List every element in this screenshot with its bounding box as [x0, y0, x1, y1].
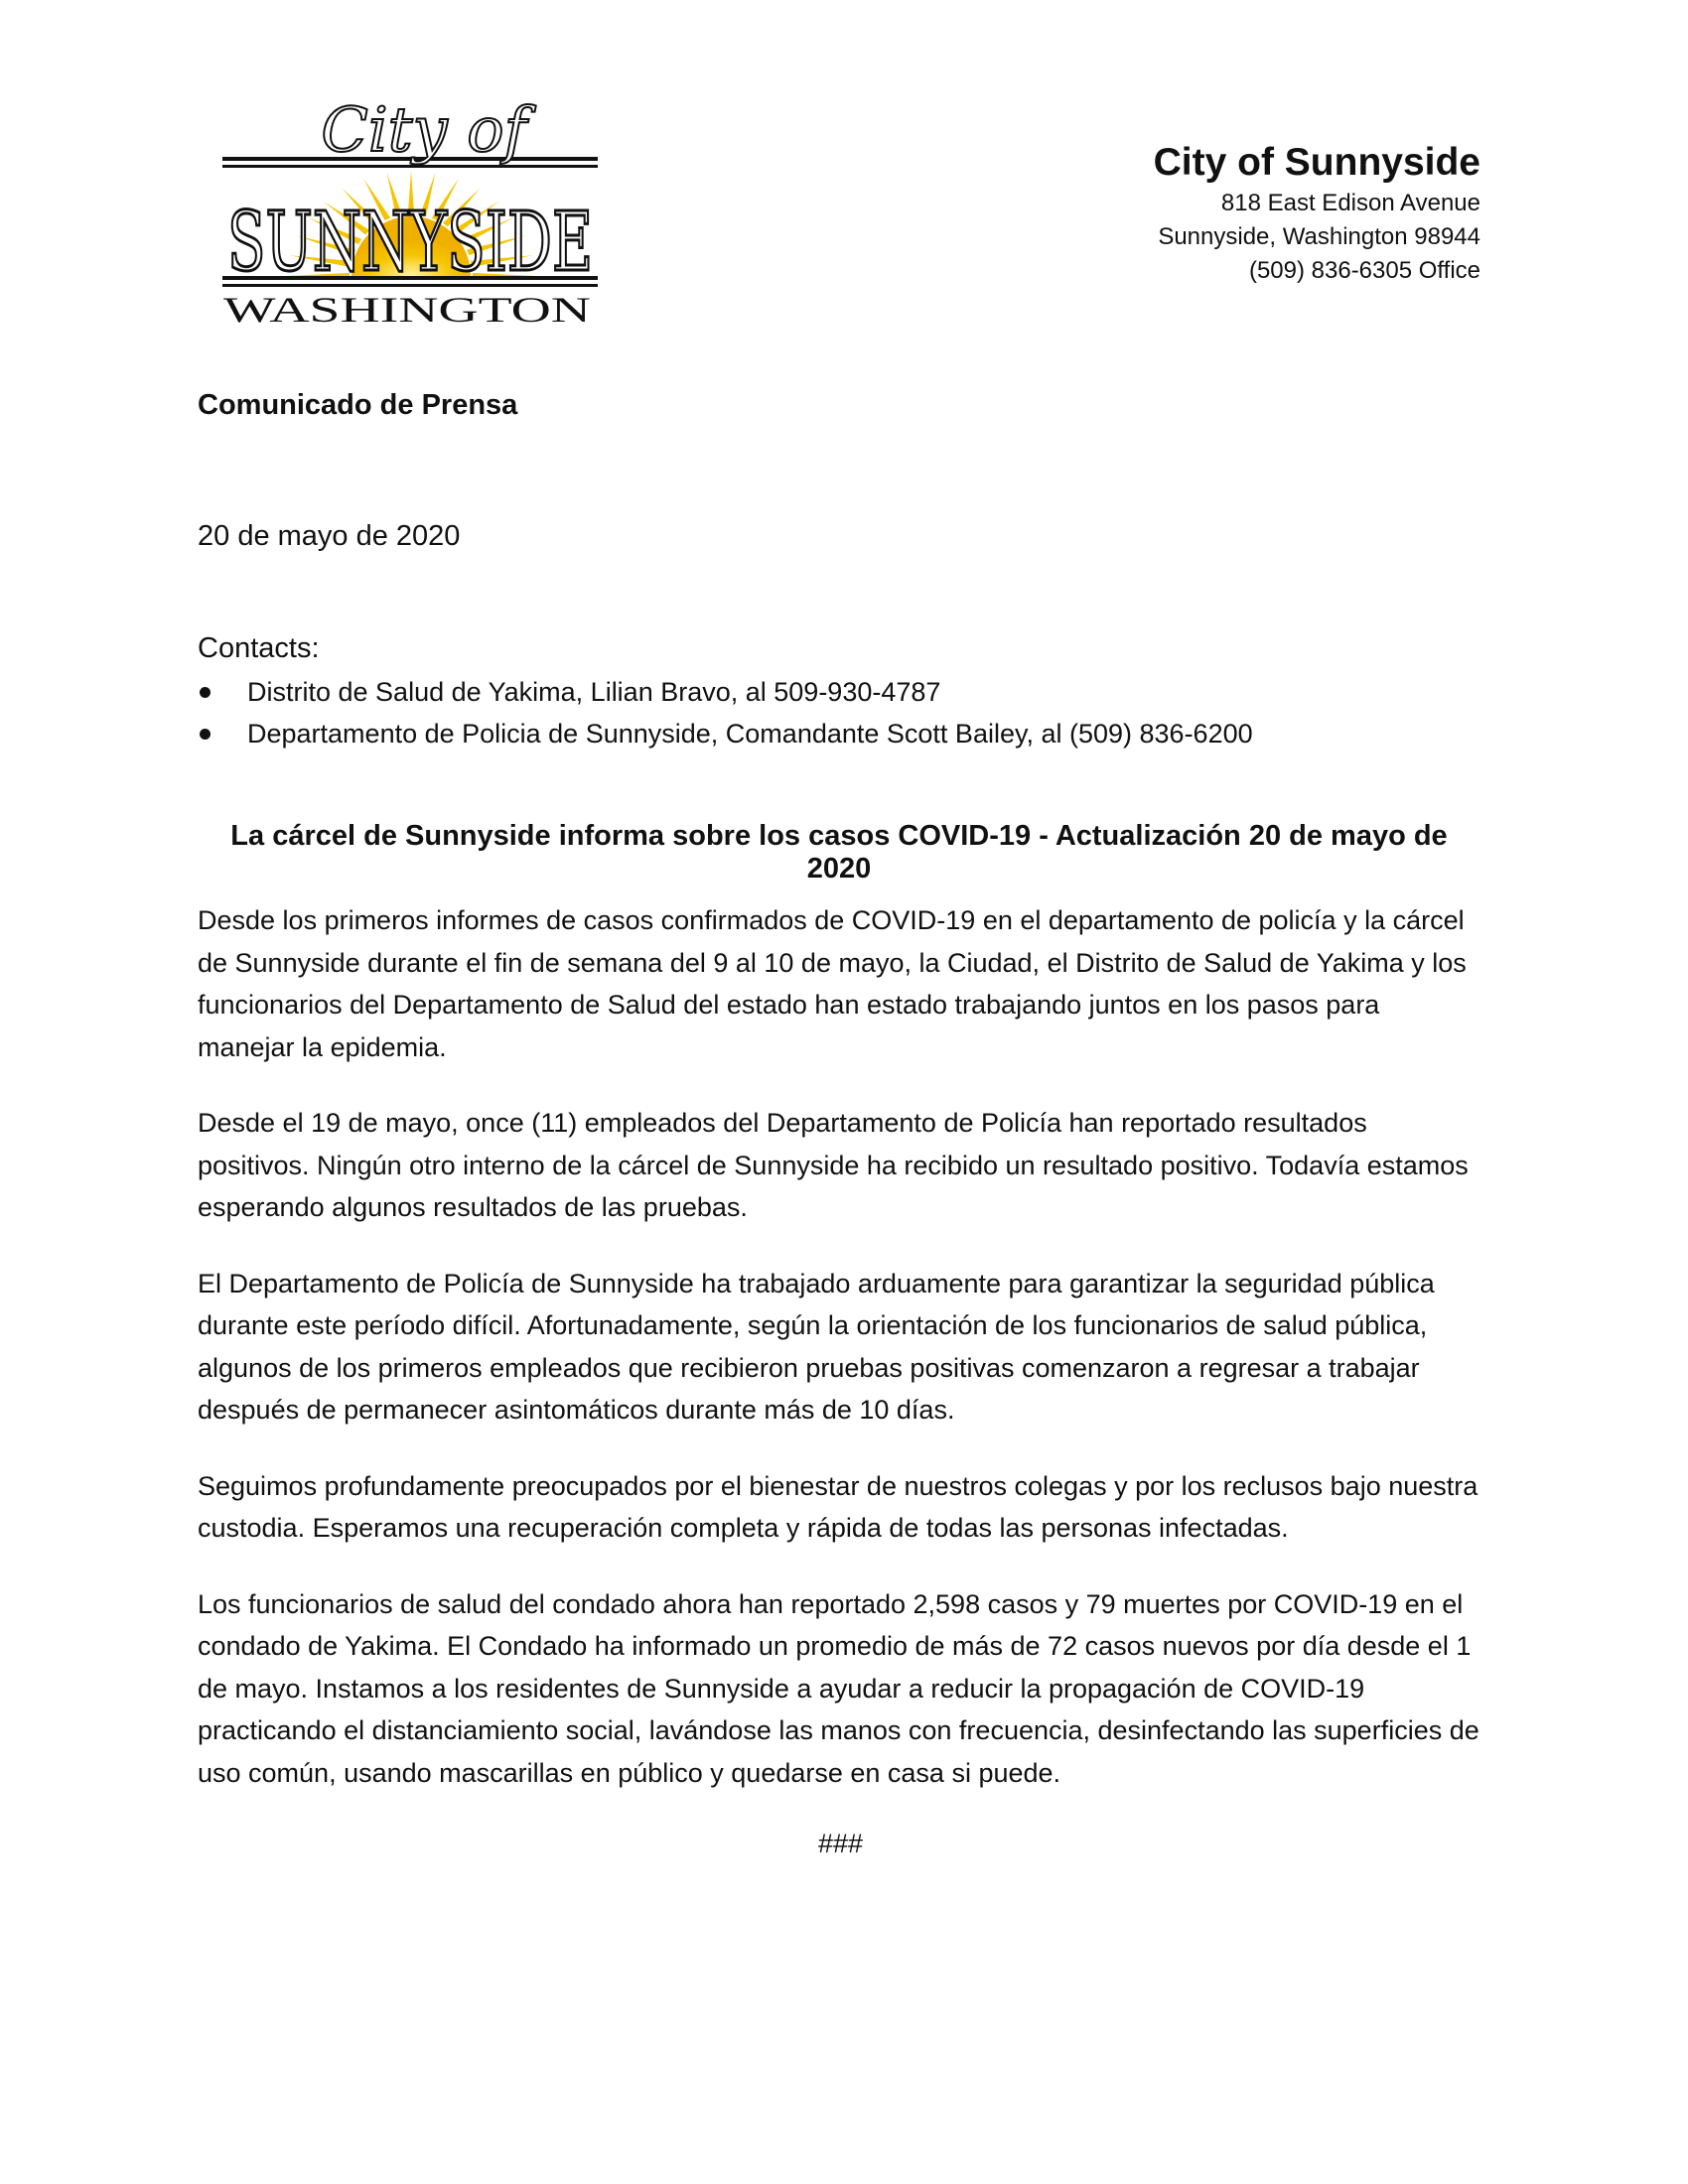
- organization-address-line2: Sunnyside, Washington 98944: [1158, 223, 1480, 250]
- body-paragraph: El Departamento de Policía de Sunnyside ha trabajado arduamente para garantizar la seguridad pública durante este período difícil. Afortunadamente, según la orientación de los funcionarios de salud pública, algunos de los primeros empleados que recibieron pruebas positivas comenzaron a regresar a trabajar después de permanecer asintomáticos durante más de 10 días.: [198, 1268, 1435, 1425]
- press-release-body: [198, 899, 1483, 1828]
- contact-item-text: Distrito de Salud de Yakima, Lilian Bravo, al 509-930-4787: [247, 677, 941, 707]
- organization-address-line1: 818 East Edison Avenue: [1220, 190, 1480, 216]
- city-logo: [220, 93, 602, 330]
- bullet-icon: [200, 687, 211, 698]
- document-date: 20 de mayo de 2020: [198, 520, 461, 552]
- contact-item: [198, 671, 1488, 713]
- body-paragraph: Desde el 19 de mayo, once (11) empleados del Departamento de Policía han reportado resultados positivos. Ningún otro interno de la cárcel de Sunnyside ha recibido un resultado positivo. Todavía estamos esperando algunos resultados de las pruebas.: [198, 1108, 1469, 1222]
- contact-item: [198, 713, 1488, 754]
- city-logo-graphic: [220, 93, 602, 330]
- end-mark: ###: [817, 1829, 864, 1858]
- contacts-heading: Contacts:: [198, 632, 320, 664]
- logo-main-text: SUNNYSIDE: [227, 196, 593, 290]
- contacts-list: [198, 671, 1488, 754]
- logo-top-text: City of: [321, 93, 527, 166]
- body-paragraph: Seguimos profundamente preocupados por el bienestar de nuestros colegas y por los reclusos bajo nuestra custodia. Esperamos una recuperación completa y rápida de todas las personas infectadas.: [198, 1470, 1478, 1543]
- contact-item-text: Departamento de Policia de Sunnyside, Comandante Scott Bailey, al (509) 836-6200: [247, 719, 1253, 749]
- logo-bottom-text: WASHINGTON: [223, 290, 591, 330]
- organization-name: City of Sunnyside: [1153, 141, 1480, 184]
- press-release-headline: La cárcel de Sunnyside informa sobre los casos COVID-19 - Actualización 20 de mayo de 2020: [230, 820, 1448, 885]
- organization-phone: (509) 836-6305 Office: [1248, 257, 1480, 284]
- document-label: Comunicado de Prensa: [198, 389, 518, 421]
- body-paragraph: Los funcionarios de salud del condado ahora han reportado 2,598 casos y 79 muertes por COVID-19 en el condado de Yakima. El Condado ha informado un promedio de más de 72 casos nuevos por día desde el 1 de mayo. Instamos a los residentes de Sunnyside a ayudar a reducir la propagación de COVID-19 practicando el distanciamiento social, lavándose las manos con frecuencia, desinfectando las superficies de uso común, usando mascarillas en público y quedarse en casa si puede.: [198, 1588, 1479, 1788]
- body-paragraph: Desde los primeros informes de casos confirmados de COVID-19 en el departamento de policía y la cárcel de Sunnyside durante el fin de semana del 9 al 10 de mayo, la Ciudad, el Distrito de Salud de Yakima y los funcionarios del Departamento de Salud del estado han estado trabajando juntos en los pasos para manejar la epidemia.: [198, 905, 1467, 1062]
- bullet-icon: [200, 729, 211, 740]
- contacts-section: [198, 629, 1488, 754]
- organization-header: [885, 139, 1480, 288]
